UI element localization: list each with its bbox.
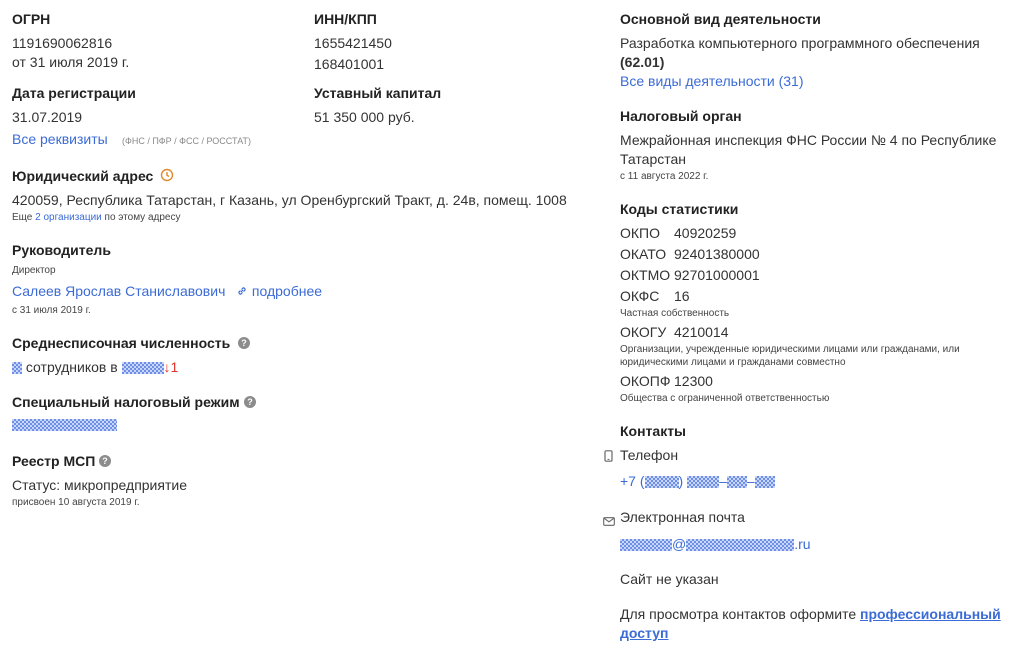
head-label: Руководитель — [12, 242, 111, 258]
stat-key: ОКФС — [620, 288, 660, 304]
address-more-suffix: по этому адресу — [104, 212, 181, 223]
tax-office-label: Налоговый орган — [620, 108, 742, 124]
stat-key: ОКАТО — [620, 246, 667, 262]
tax-office-since: с 11 августа 2022 г. — [620, 171, 709, 182]
phone-value[interactable]: +7 ( ) – – — [620, 472, 775, 491]
stat-oktmo — [620, 266, 760, 285]
stat-value: 12300 — [674, 373, 713, 389]
employees-delta: ↓1 — [163, 359, 179, 375]
help-icon[interactable]: ? — [244, 396, 256, 408]
email-label: Электронная почта — [620, 509, 745, 525]
phone-part1-hidden — [687, 476, 719, 488]
email-domain-hidden — [686, 539, 794, 551]
phone-icon — [604, 449, 613, 467]
stat-value: 92401380000 — [674, 246, 760, 262]
all-requisites-link[interactable]: Все реквизиты — [12, 131, 108, 147]
stat-key: ОКПО — [620, 225, 660, 241]
address-value: 420059, Республика Татарстан, г Казань, ул Оренбургский Тракт, д. 24в, помещ. 1008 — [12, 192, 567, 208]
email-user-hidden — [620, 539, 672, 551]
stat-okogu-note2: юридическими лицами и гражданами совместно — [620, 357, 846, 368]
tax-office-line1: Межрайонная инспекция ФНС России № 4 по Республике — [620, 132, 997, 148]
employees-count-hidden[interactable] — [12, 362, 22, 374]
stats-label: Коды статистики — [620, 201, 739, 217]
employees-label: Среднесписочная численность — [12, 335, 231, 351]
stat-key: ОКОГУ — [620, 324, 667, 340]
phone-part2-hidden — [727, 476, 747, 488]
ogrn-label: ОГРН — [12, 11, 51, 27]
tax-regime-hidden[interactable] — [12, 419, 117, 431]
stat-okfs-note: Частная собственность — [620, 308, 730, 319]
access-row — [620, 605, 1001, 624]
activity-code: (62.01) — [620, 54, 665, 70]
tax-regime-label: Специальный налоговый режим — [12, 394, 240, 410]
inn-value: 1655421450 — [314, 35, 392, 51]
address-orgs-link[interactable]: 2 организации — [35, 212, 102, 223]
kpp-value: 168401001 — [314, 56, 385, 72]
contacts-label: Контакты — [620, 423, 687, 439]
head-more-link[interactable] — [236, 282, 322, 301]
site-text: Сайт не указан — [620, 571, 719, 587]
stat-key: ОКТМО — [620, 267, 671, 283]
stat-okfs — [620, 287, 690, 306]
address-label: Юридический адрес — [12, 168, 154, 184]
employees-text: сотрудников в — [25, 359, 118, 375]
pro-access-link-line2[interactable]: доступ — [620, 625, 669, 641]
address-more — [12, 211, 180, 225]
requisites-note: (ФНС / ПФР / ФСС / РОССТАТ) — [122, 136, 251, 146]
reg-label: Дата регистрации — [12, 85, 136, 101]
capital-value: 51 350 000 руб. — [314, 109, 415, 125]
stat-value: 4210014 — [674, 324, 729, 340]
help-icon[interactable]: ? — [238, 337, 250, 349]
stat-key: ОКОПФ — [620, 373, 671, 389]
head-name-link[interactable]: Салеев Ярослав Станиславович — [12, 283, 226, 299]
stat-value: 16 — [674, 288, 690, 304]
help-icon[interactable]: ? — [99, 455, 111, 467]
link-icon — [236, 285, 248, 297]
phone-label: Телефон — [620, 447, 679, 463]
pro-access-link[interactable]: профессиональный — [860, 606, 1001, 622]
stat-okopf — [620, 372, 713, 391]
capital-label: Уставный капитал — [314, 85, 442, 101]
employees-row — [12, 358, 178, 377]
msp-label: Реестр МСП — [12, 453, 96, 469]
email-at: @ — [672, 536, 687, 552]
inn-label: ИНН/КПП — [314, 11, 377, 27]
phone-prefix: +7 ( — [620, 473, 645, 489]
phone-code-hidden — [645, 476, 679, 488]
msp-since: присвоен 10 августа 2019 г. — [12, 497, 140, 508]
head-more-label: подробнее — [251, 283, 323, 299]
email-tld: .ru — [794, 536, 811, 552]
stat-okogu-note1: Организации, учрежденные юридическими лицами или гражданами, или — [620, 344, 960, 355]
employees-year-hidden[interactable] — [122, 362, 164, 374]
tax-office-line2: Татарстан — [620, 151, 687, 167]
activity-value: Разработка компьютерного программного обеспечения — [620, 35, 980, 51]
stat-okato — [620, 245, 760, 264]
reg-value: 31.07.2019 — [12, 109, 83, 125]
email-value[interactable] — [620, 535, 811, 554]
ogrn-value: 1191690062816 — [12, 35, 113, 51]
mail-icon — [603, 513, 615, 531]
stat-okopf-note: Общества с ограниченной ответственностью — [620, 393, 830, 404]
head-since: с 31 июля 2019 г. — [12, 305, 91, 316]
address-more-prefix: Еще — [12, 212, 33, 223]
stat-okogu — [620, 323, 729, 342]
stat-value: 92701000001 — [674, 267, 760, 283]
head-role: Директор — [12, 265, 56, 276]
all-activities-link[interactable]: Все виды деятельности (31) — [620, 73, 804, 89]
clock-icon[interactable] — [160, 168, 174, 185]
stat-okpo — [620, 224, 736, 243]
access-text: Для просмотра контактов оформите — [620, 606, 857, 622]
phone-part3-hidden — [755, 476, 775, 488]
msp-status: Статус: микропредприятие — [12, 477, 187, 493]
activity-label: Основной вид деятельности — [620, 11, 821, 27]
ogrn-date: от 31 июля 2019 г. — [12, 54, 130, 70]
stat-value: 40920259 — [674, 225, 737, 241]
